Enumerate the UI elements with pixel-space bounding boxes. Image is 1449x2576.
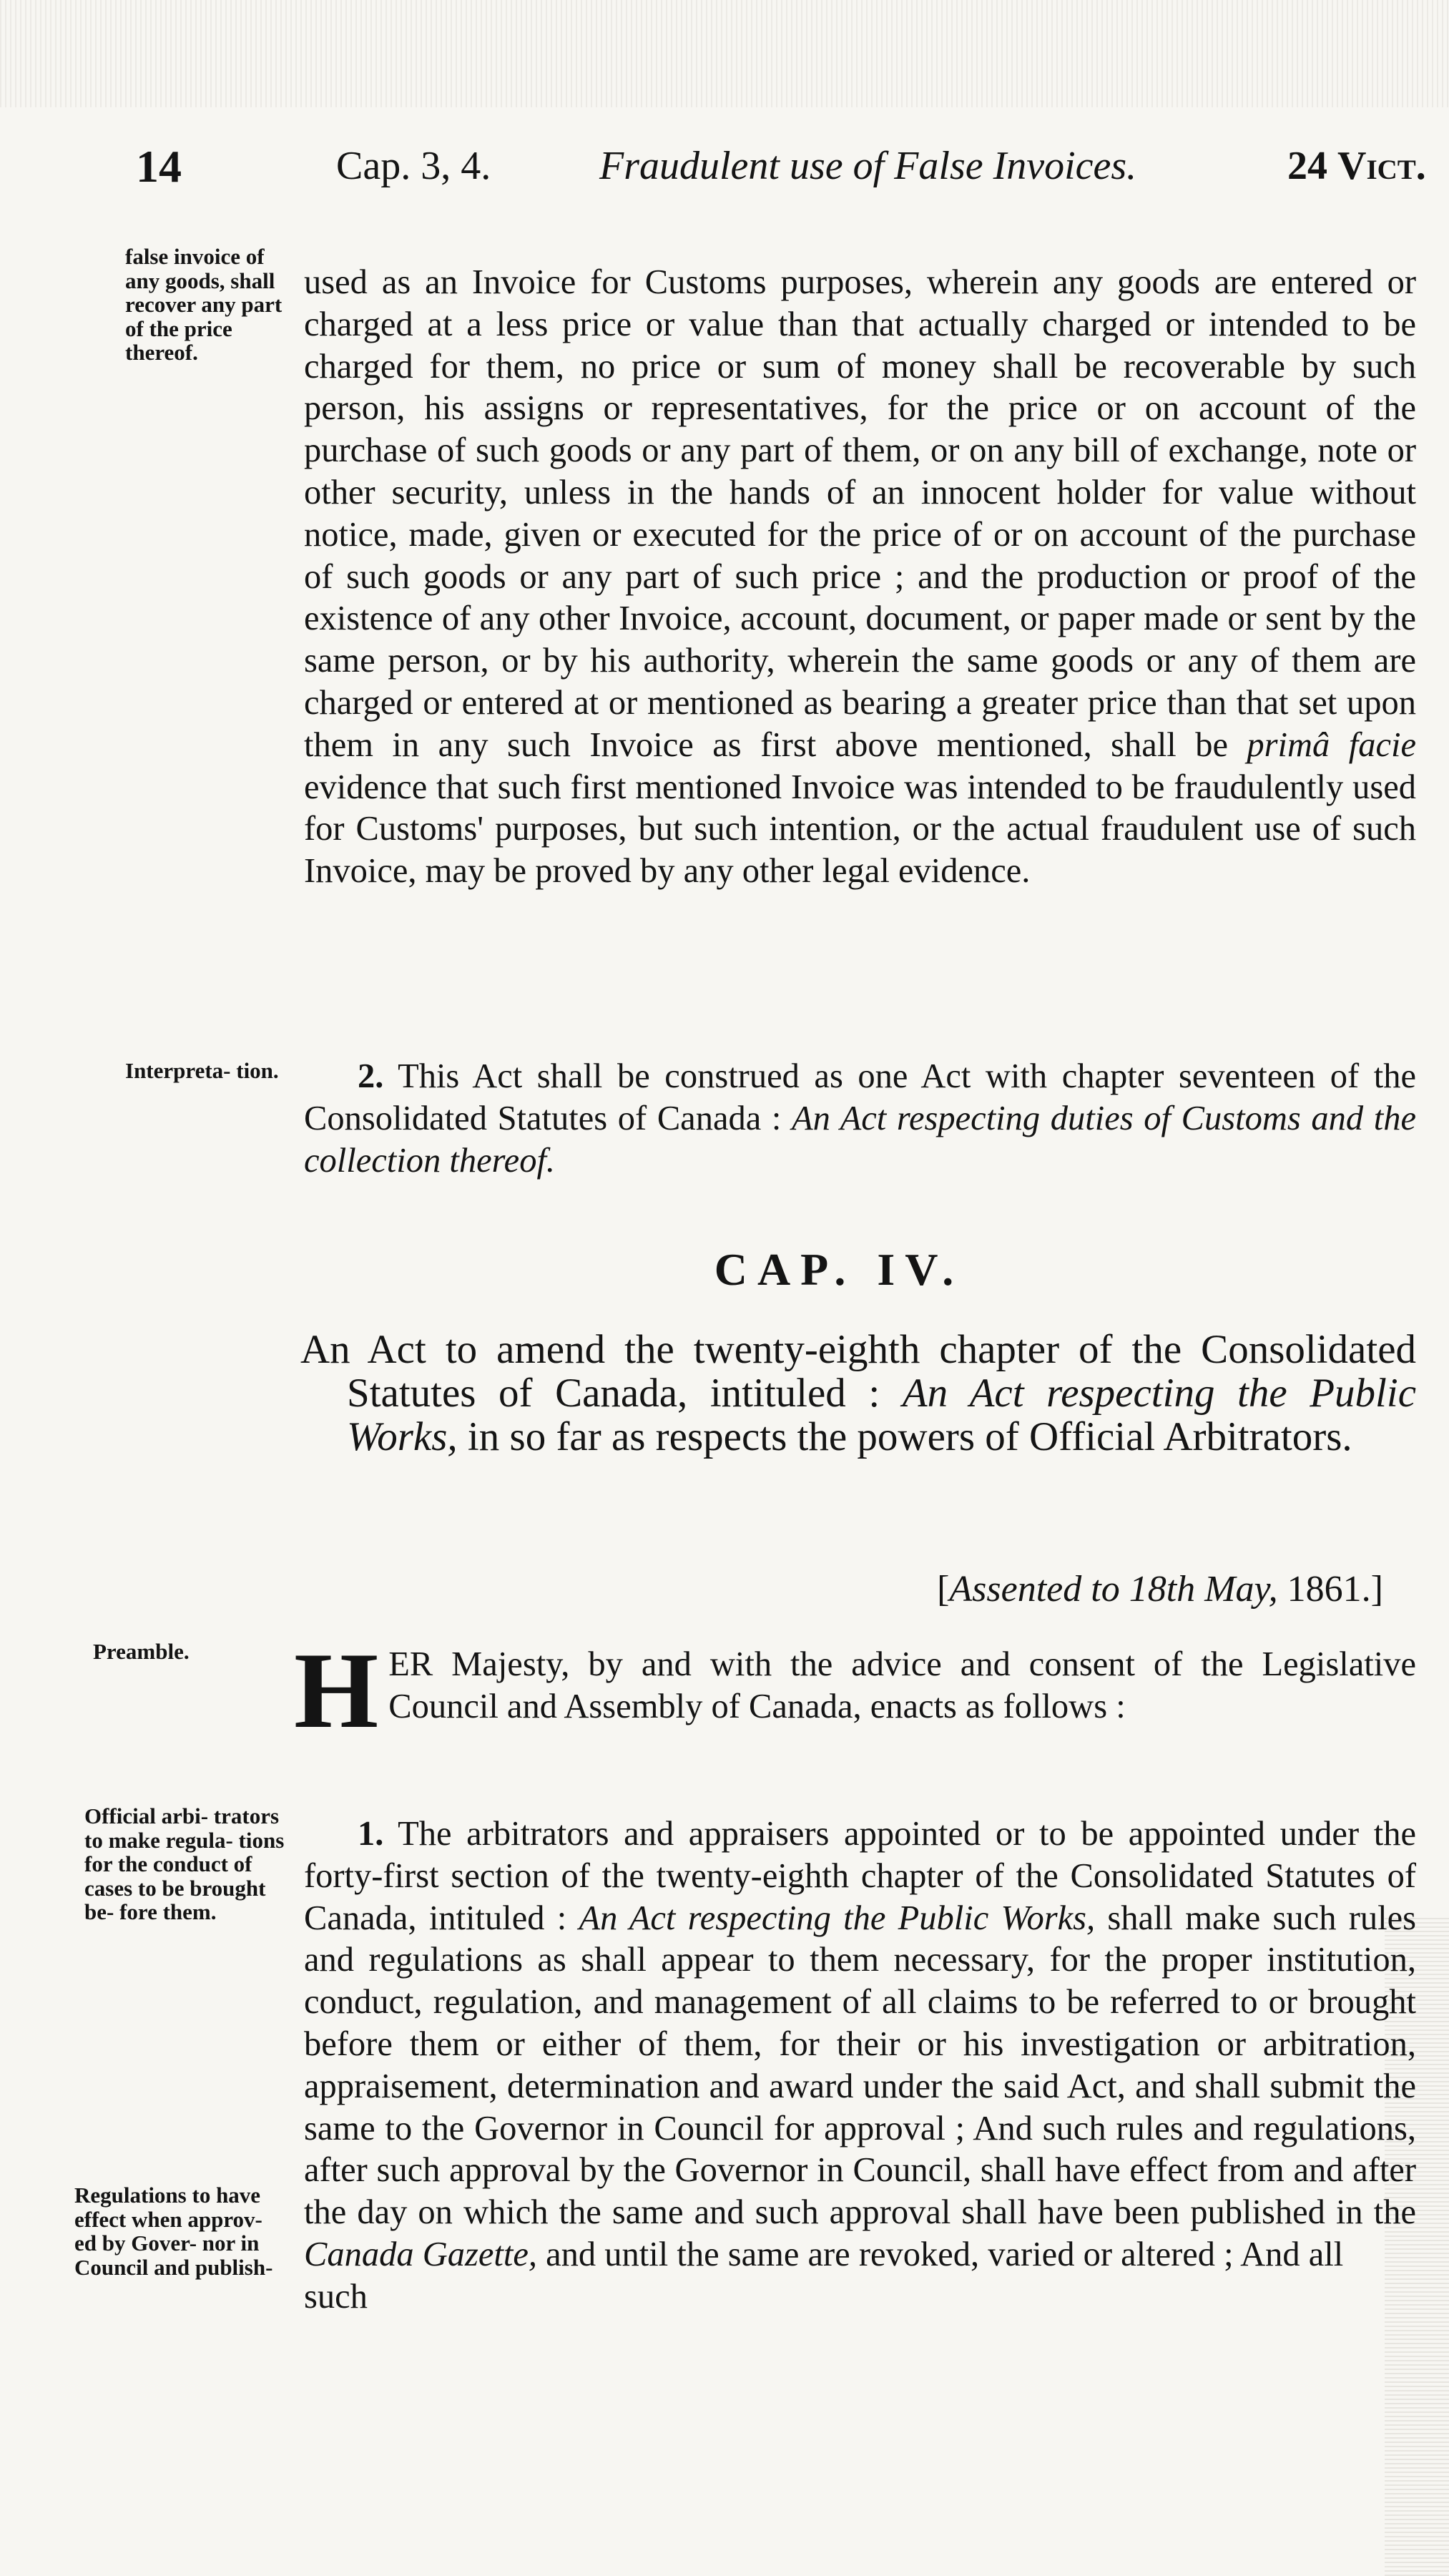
margin-note-regulations-effect: Regulations to have effect when approv- ed by Gover- nor in Council and publish- xyxy=(74,2183,273,2280)
canada-gazette-italic: Canada Gazette, xyxy=(304,2235,538,2273)
continuation-paragraph xyxy=(304,262,1416,893)
margin-note-interpretation: Interpreta- tion. xyxy=(125,1058,279,1083)
section-1-act-title: An Act respecting the Public Works, xyxy=(579,1899,1096,1937)
section-2 xyxy=(304,1056,1416,1182)
margin-note-false-invoice: false invoice of any goods, shall recover any part of the price thereof. xyxy=(125,244,283,365)
scan-edge-top xyxy=(0,0,1449,107)
continuation-text-1: used as an Invoice for Customs purposes, wherein any goods are entered or charged at a less price or value than that actually charged or intended to be charged for them, no price or sum of money shall be recoverable by such person, his assigns or representatives, for the price or on account of the purchase of such goods or any part of them, or on any bill of exchange, note or other security, unless in the hands of an innocent holder for value without notice, made, given or executed for the price of or on account of the purchase of such goods or any part of such price ; and the production or proof of the existence of any other Invoice, account, document, or paper made or sent by the same person, or by his authority, wherein the same goods or any of them are charged or entered at or mentioned as bearing a greater price than that set upon them in any such Invoice as first above mentioned, shall be xyxy=(304,263,1416,764)
section-1 xyxy=(304,1813,1416,2318)
preamble-text: ER Majesty, by and with the advice and consent of the Legislative Council and Assembly of Canada, enacts as follows : xyxy=(388,1645,1416,1725)
chapter-heading: CAP. IV. xyxy=(714,1244,964,1295)
section-1-text-1: The arbitrators and appraisers appointed or to be appointed under the forty-first section of the twenty-eighth chapter of the Consolidated Statutes of Canada, intituled : xyxy=(304,1815,1416,1937)
section-1-text-3: and until the same are revoked, varied or altered ; And all xyxy=(537,2235,1344,2273)
chapter-reference: Cap. 3, 4. xyxy=(336,144,491,188)
section-1-text-2: shall make such rules and regulations as shall appear to them necessary, for the proper institution, conduct, regulation, and management of all claims to be referred to or brought before them or either of them, for their or his investigation or arbitration, appraisement, determination and award under the said Act, and shall submit the same to the Governor in Council for approval ; And such rules and regulations, after such approval by the Governor in Council, shall have effect from and after the day on which the same and such approval shall have been published in the xyxy=(304,1899,1416,2232)
prima-facie-italic: primâ facie xyxy=(1247,725,1416,764)
act-title-text-2: in so far as respects the powers of Official Arbitrators. xyxy=(457,1414,1352,1459)
catchword: such xyxy=(304,2277,368,2316)
assent-date xyxy=(937,1568,1383,1610)
margin-note-official-arbitrators: Official arbi- trators to make regula- tions for the conduct of cases to be brought be- fore them. xyxy=(84,1803,285,1924)
regnal-abbrev: Vict. xyxy=(1337,144,1426,188)
assent-year: 1861.] xyxy=(1277,1569,1383,1610)
running-title: Fraudulent use of False Invoices. xyxy=(599,144,1137,188)
act-title xyxy=(300,1328,1416,1459)
regnal-year-number: 24 xyxy=(1287,144,1327,188)
section-1-number: 1. xyxy=(358,1815,384,1853)
section-2-text: This Act shall be construed as one Act with chapter seventeen of the Consolidated Statutes of Canada : xyxy=(304,1057,1416,1137)
section-2-number: 2. xyxy=(358,1057,384,1095)
assent-open-bracket: [ xyxy=(937,1569,950,1610)
act-title-text-1: An Act to amend the twenty-eighth chapter of the Consolidated Statutes of Canada, intituled : xyxy=(300,1327,1416,1416)
assent-italic: Assented to 18th May, xyxy=(949,1569,1278,1610)
preamble-paragraph xyxy=(294,1630,1416,1750)
regnal-year xyxy=(1287,143,1426,189)
continuation-text-2: evidence that such first mentioned Invoice was intended to be fraudulently used for Customs' purposes, but such intention, or the actual fraudulent use of such Invoice, may be proved by any other legal evidence. xyxy=(304,768,1416,891)
act-title-italic: An Act respecting the Public Works, xyxy=(347,1371,1416,1459)
section-2-act-title: An Act respecting duties of Customs and the collection thereof. xyxy=(304,1099,1416,1180)
margin-note-preamble: Preamble. xyxy=(93,1639,190,1664)
page-number: 14 xyxy=(136,141,182,192)
drop-cap: H xyxy=(294,1630,379,1750)
